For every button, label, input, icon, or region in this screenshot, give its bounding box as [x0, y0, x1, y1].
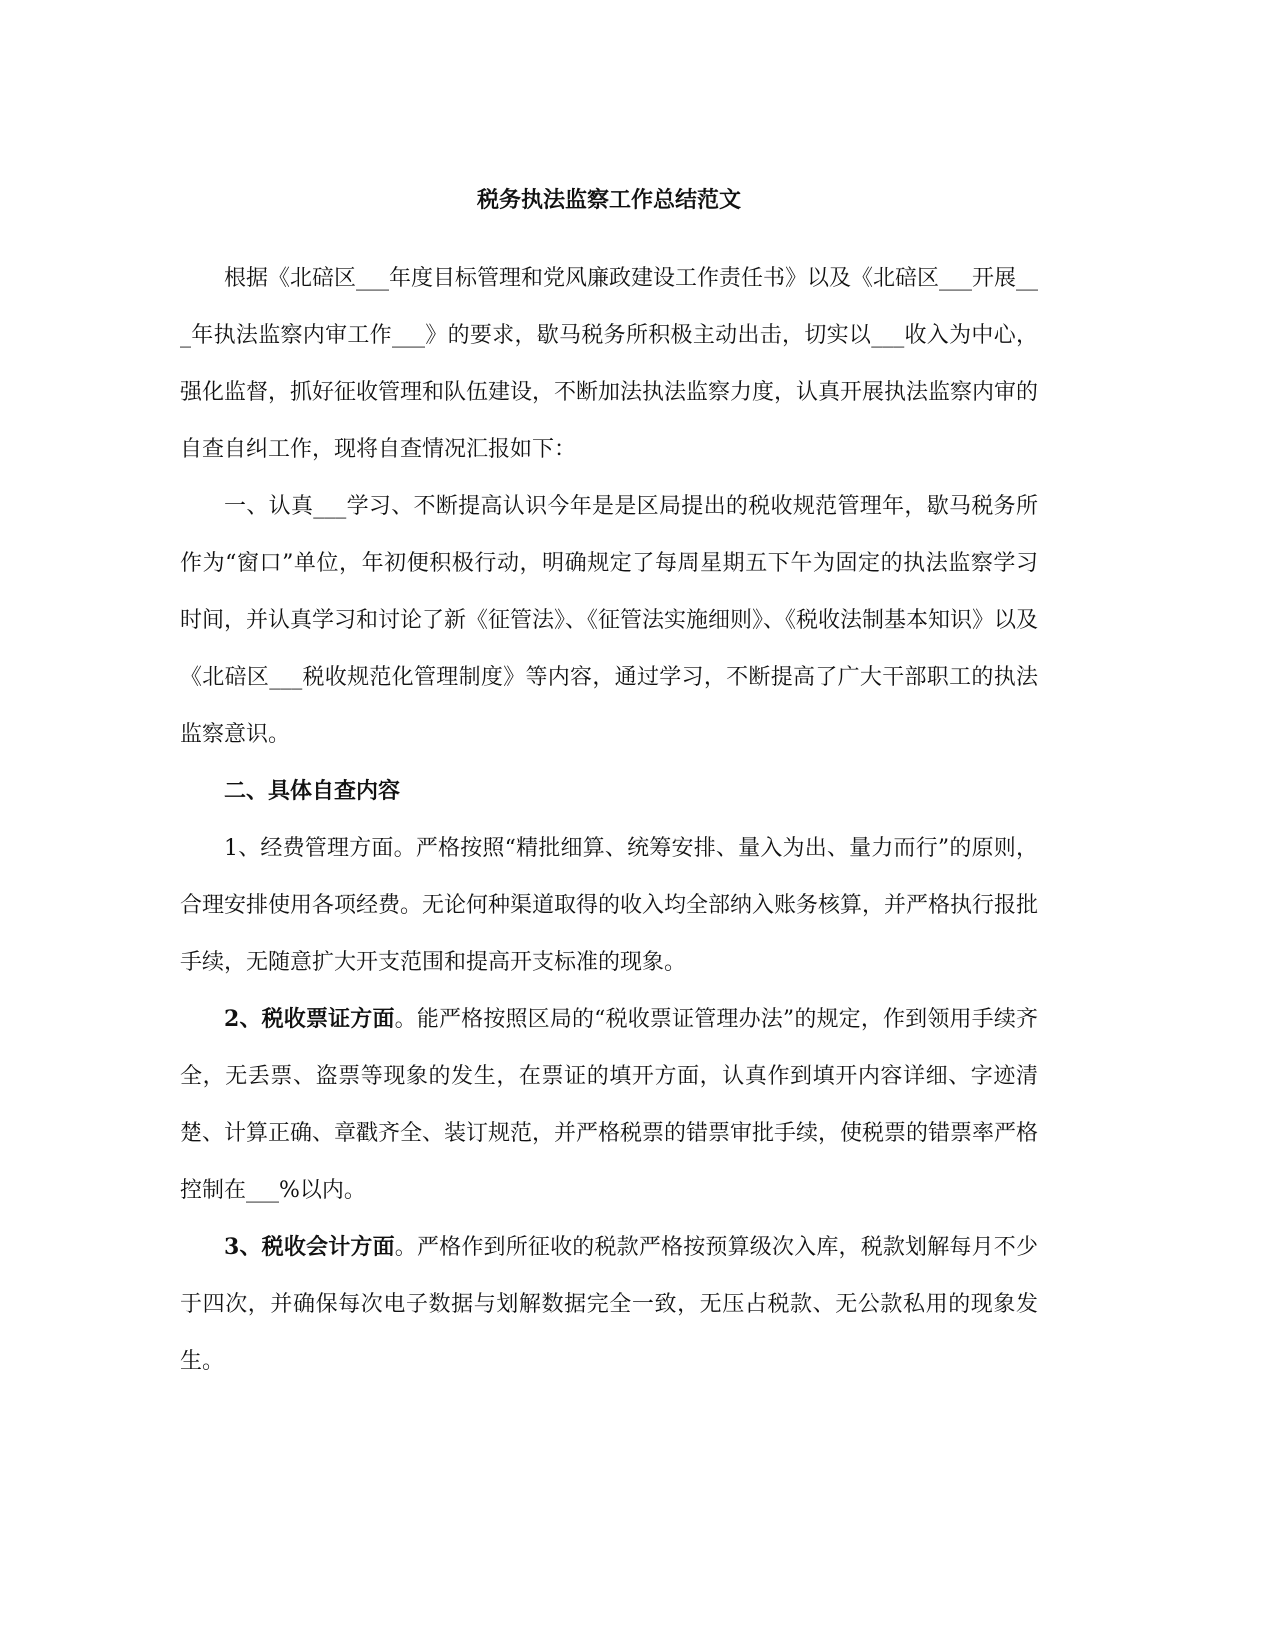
document-body	[180, 250, 1038, 1390]
item-2-lead: 2、税收票证方面	[224, 1006, 395, 1032]
item-3-lead: 3、税收会计方面	[224, 1234, 395, 1260]
item-2-text: 。能严格按照区局的“税收票证管理办法”的规定，作到领用手续齐全，无丢票、盗票等现象的发生，在票证的填开方面，认真作到填开内容详细、字迹清楚、计算正确、章戳齐全、装订规范，并严格税票的错票审批手续，使税票的错票率严格控制在___%以内。	[180, 1007, 1039, 1203]
item-3-paragraph	[180, 1219, 1038, 1390]
document-title: 税务执法监察工作总结范文	[476, 187, 741, 213]
document-page	[180, 0, 1038, 1650]
section-1-paragraph: 一、认真___学习、不断提高认识今年是是区局提出的税收规范管理年，歇马税务所作为“窗口”单位，年初便积极行动，明确规定了每周星期五下午为固定的执法监察学习时间，并认真学习和讨论了新《征管法》、《征管法实施细则》、《税收法制基本知识》以及《北碚区___税收规范化管理制度》等内容，通过学习，不断提高了广大干部职工的执法监察意识。	[180, 494, 1039, 747]
item-3-text: 。严格作到所征收的税款严格按预算级次入库，税款划解每月不少于四次，并确保每次电子数据与划解数据完全一致，无压占税款、无公款私用的现象发生。	[180, 1235, 1038, 1374]
section-2-heading: 二、具体自查内容	[224, 778, 401, 804]
item-1-paragraph: 1、经费管理方面。严格按照“精批细算、统筹安排、量入为出、量力而行”的原则，合理安排使用各项经费。无论何种渠道取得的收入均全部纳入账务核算，并严格执行报批手续，无随意扩大开支范围和提高开支标准的现象。	[180, 836, 1039, 975]
intro-paragraph: 根据《北碚区___年度目标管理和党风廉政建设工作责任书》以及《北碚区___开展___年执法监察内审工作___》的要求，歇马税务所积极主动出击，切实以___收入为中心，强化监督，抓好征收管理和队伍建设，不断加法执法监察力度，认真开展执法监察内审的自查自纠工作，现将自查情况汇报如下：	[180, 266, 1039, 462]
item-2-paragraph	[180, 991, 1038, 1219]
